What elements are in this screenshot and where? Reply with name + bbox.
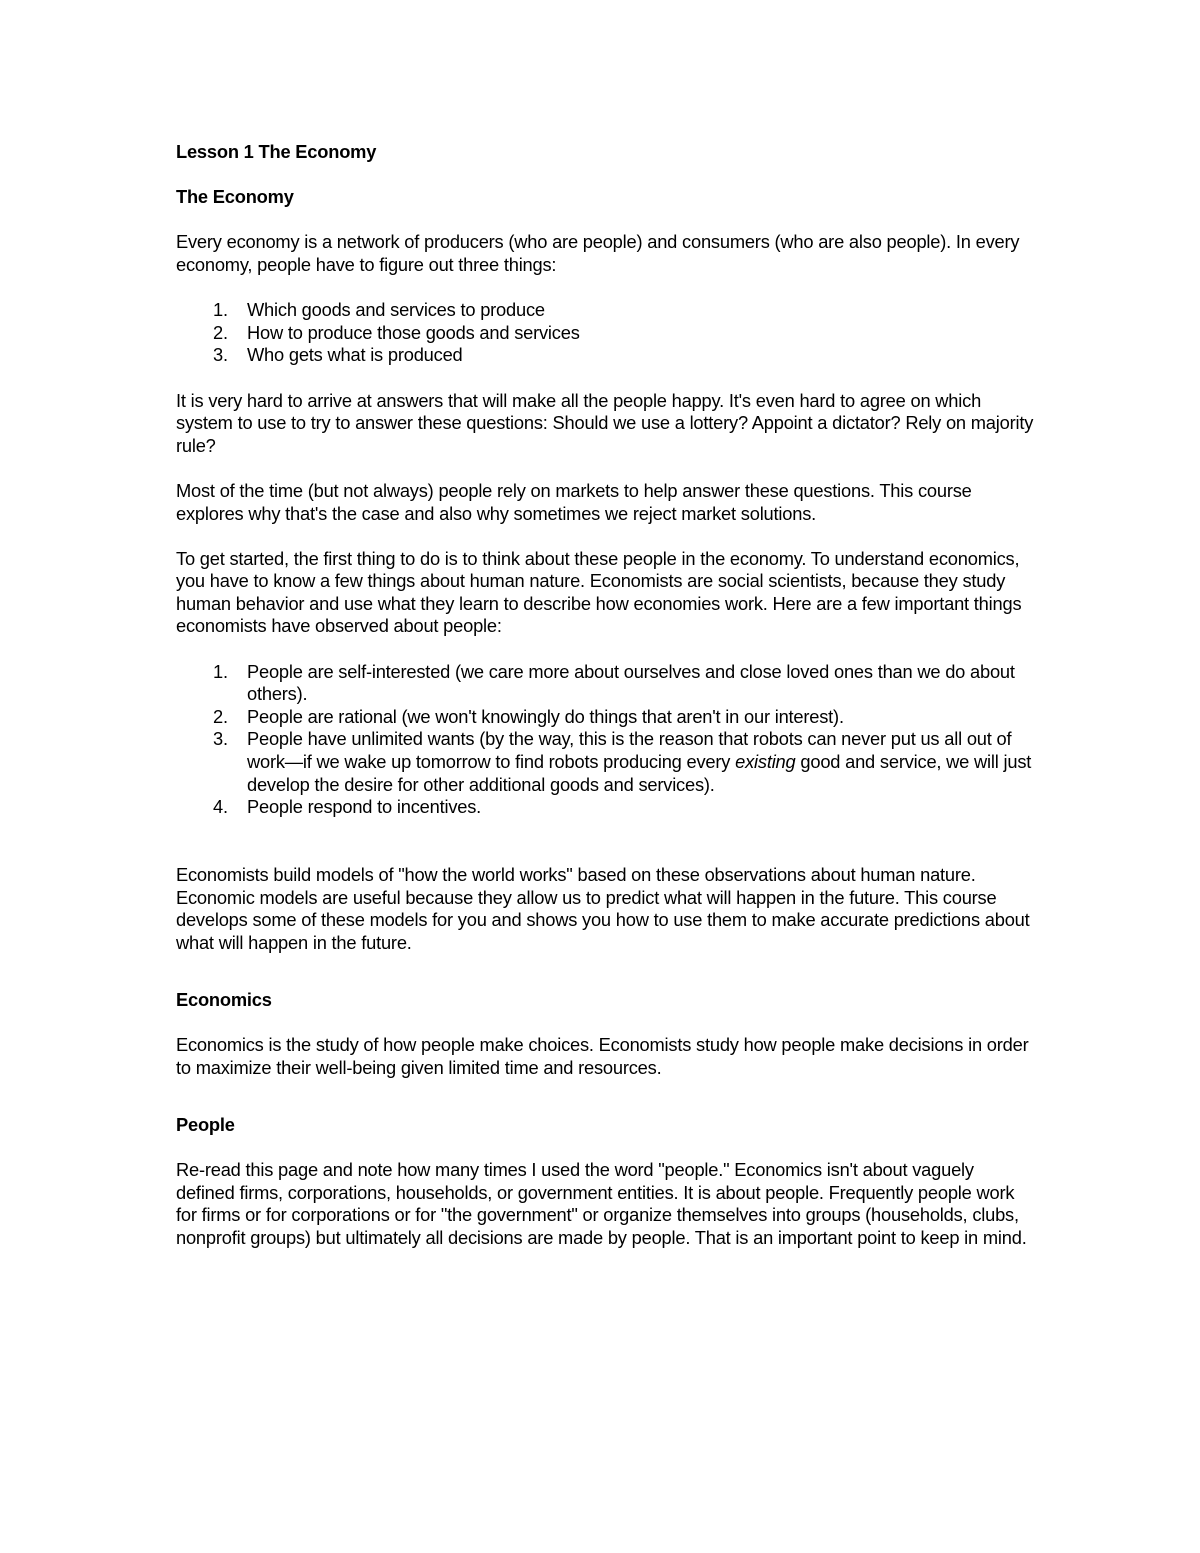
list-item-number: 2. bbox=[213, 321, 228, 343]
paragraph-network-of-producers: Every economy is a network of producers (who are people) and consumers (who are also people). In every economy, people have to figure out three things: bbox=[176, 231, 1020, 275]
list-item bbox=[176, 661, 1036, 706]
list-item-text: People are rational (we won't knowingly do things that aren't in our interest). bbox=[247, 705, 844, 727]
paragraph-hard-to-answer: It is very hard to arrive at answers that will make all the people happy. It's even hard to agree on which system to use to try to answer these questions: Should we use a lottery? Appoint a dictator? Rely on majority rule? bbox=[176, 389, 1034, 456]
list-item-text-part: good and service, we will just develop the desire for other additional goods and services). bbox=[247, 751, 1032, 795]
three-questions-list bbox=[176, 299, 1036, 367]
list-item-number: 2. bbox=[213, 705, 228, 727]
paragraph-people: Re-read this page and note how many times I used the word "people." Economics isn't about vaguely defined firms, corporations, households, or government entities. It is about people. Frequently people work for firms or for corporations or for "the government" or organize themselves into groups (households, clubs, nonprofit groups) but ultimately all decisions are made by people. That is an important point to keep in mind. bbox=[176, 1159, 1027, 1248]
paragraph-human-nature: To get started, the first thing to do is to think about these people in the economy. To understand economics, you have to know a few things about human nature. Economists are social scientists, because they study human behavior and use what they learn to describe how economies work. Here are a few important things economists have observed about people: bbox=[176, 547, 1022, 637]
paragraph-markets: Most of the time (but not always) people rely on markets to help answer these questions. This course explores why that's the case and also why sometimes we reject market solutions. bbox=[176, 479, 972, 524]
list-item-text bbox=[247, 728, 1031, 794]
list-item-text: How to produce those goods and services bbox=[247, 321, 580, 343]
document-title: Lesson 1 The Economy bbox=[176, 141, 377, 162]
document-page bbox=[176, 141, 1036, 1272]
list-item-text: People respond to incentives. bbox=[247, 796, 482, 818]
list-item-number: 4. bbox=[213, 796, 228, 818]
spacer bbox=[176, 1102, 1036, 1114]
section-heading-the-economy: The Economy bbox=[176, 186, 294, 208]
observations-list bbox=[176, 661, 1036, 819]
spacer bbox=[176, 841, 1036, 864]
list-item-number: 1. bbox=[213, 660, 228, 682]
list-item-text: Who gets what is produced bbox=[247, 344, 463, 366]
paragraph-economics-definition: Economics is the study of how people make choices. Economists study how people make decisions in order to maximize their well-being given limited time and resources. bbox=[176, 1034, 1029, 1078]
spacer bbox=[176, 977, 1036, 989]
list-item-text: Which goods and services to produce bbox=[247, 299, 545, 321]
list-item-number: 3. bbox=[213, 344, 228, 366]
list-item-number: 1. bbox=[213, 299, 228, 321]
section-heading-economics: Economics bbox=[176, 988, 272, 1010]
list-item bbox=[176, 706, 1036, 729]
list-item-number: 3. bbox=[213, 728, 228, 750]
list-item bbox=[176, 299, 1036, 322]
emphasized-word: existing bbox=[735, 751, 796, 773]
list-item bbox=[176, 344, 1036, 367]
paragraph-economic-models: Economists build models of "how the world works" based on these observations about human nature. Economic models are useful because they allow us to predict what will happen in the future. This course develops some of these models for you and shows you how to use them to make accurate predictions about what will happen in the future. bbox=[176, 864, 1030, 953]
list-item bbox=[176, 322, 1036, 345]
list-item-text-part: People have unlimited wants (by the way, this is the reason that robots can never put us all out of work—if we wake up tomorrow to find robots producing every bbox=[247, 728, 1012, 773]
list-item bbox=[176, 728, 1036, 796]
section-heading-people: People bbox=[176, 1113, 235, 1135]
list-item-text: People are self-interested (we care more about ourselves and close loved ones than we do about others). bbox=[247, 660, 1015, 705]
list-item bbox=[176, 796, 1036, 819]
